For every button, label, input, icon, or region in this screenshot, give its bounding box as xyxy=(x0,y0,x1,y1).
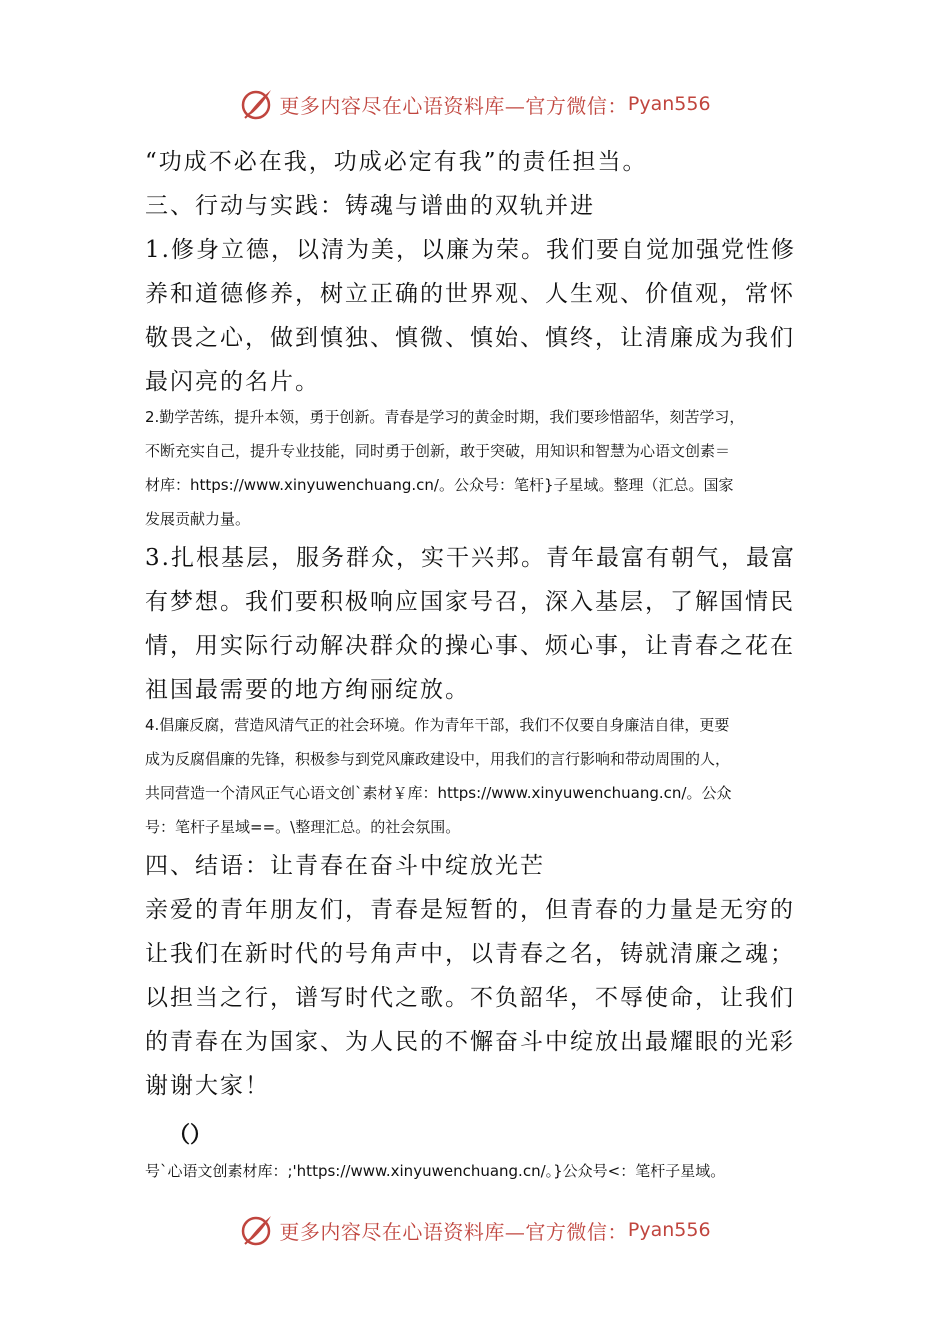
text-line: 祖国最需要的地方绚丽绽放。 xyxy=(145,677,470,703)
small-text-line: 成为反腐倡廉的先锋，积极参与到党风廉政建设中，用我们的言行影响和带动周围的人， xyxy=(145,750,731,768)
empty-parentheses: （） xyxy=(168,1123,213,1148)
footer-banner xyxy=(0,1208,950,1252)
small-text-line: 2.勤学苦练，提升本领，勇于创新。青春是学习的黄金时期，我们要珍惜韶华，刻苦学习， xyxy=(145,408,745,426)
footer-note: 号`心语文创素材库：;'https://www.xinyuwenchuang.cn/。}公众号<：笔杆子星域。 xyxy=(145,1162,726,1180)
wechat-id: Pyan556 xyxy=(627,93,711,115)
wechat-id: Pyan556 xyxy=(627,1219,711,1241)
quill-logo-icon xyxy=(239,86,275,122)
banner-text: 更多内容尽在心语资料库—官方微信： xyxy=(279,1219,628,1244)
section-heading: 三、行动与实践：铸魂与谱曲的双轨并进 xyxy=(145,193,595,219)
text-line: 1.修身立德，以清为美，以廉为荣。我们要自觉加强党性修 xyxy=(145,237,796,263)
banner-text: 更多内容尽在心语资料库—官方微信： xyxy=(279,93,628,118)
header-banner xyxy=(0,82,950,126)
text-line: 以担当之行，谱写时代之歌。不负韶华，不辱使命，让我们 xyxy=(145,985,795,1011)
text-line: 有梦想。我们要积极响应国家号召，深入基层，了解国情民 xyxy=(145,589,795,615)
small-text-line: 号：笔杆子星域==。\整理汇总。的社会氛围。 xyxy=(145,818,461,836)
small-text-line: 发展贡献力量。 xyxy=(145,510,251,528)
quill-logo-icon xyxy=(239,1212,275,1248)
text-line: 让我们在新时代的号角声中，以青春之名，铸就清廉之魂； xyxy=(145,941,795,967)
text-line: 情，用实际行动解决群众的操心事、烦心事，让青春之花在 xyxy=(145,633,795,659)
text-line: 的青春在为国家、为人民的不懈奋斗中绽放出最耀眼的光彩 xyxy=(145,1029,795,1055)
small-text-line: 不断充实自己，提升专业技能，同时勇于创新，敢于突破，用知识和智慧为心语文创素＝ xyxy=(145,442,731,460)
text-line: 亲爱的青年朋友们，青春是短暂的，但青春的力量是无穷的 xyxy=(145,897,795,923)
section-heading: 四、结语：让青春在奋斗中绽放光芒 xyxy=(145,853,545,879)
text-line: 最闪亮的名片。 xyxy=(145,369,320,395)
text-line: 养和道德修养，树立正确的世界观、人生观、价值观，常怀 xyxy=(145,281,795,307)
text-line: “功成不必在我，功成必定有我”的责任担当。 xyxy=(145,149,648,175)
text-line: 敬畏之心，做到慎独、慎微、慎始、慎终，让清廉成为我们 xyxy=(145,325,795,351)
text-line: 谢谢大家！ xyxy=(145,1073,270,1099)
text-line: 3.扎根基层，服务群众，实干兴邦。青年最富有朝气，最富 xyxy=(145,545,796,571)
small-text-line: 共同营造一个清风正气心语文创`素材￥库：https://www.xinyuwenchuang.cn/。公众 xyxy=(145,784,732,802)
small-text-line: 4.倡廉反腐，营造风清气正的社会环境。作为青年干部，我们不仅要自身廉洁自律，更要 xyxy=(145,716,730,734)
small-text-line: 材库：https://www.xinyuwenchuang.cn/。公众号：笔杆}子星域。整理（汇总。国家 xyxy=(145,476,734,494)
